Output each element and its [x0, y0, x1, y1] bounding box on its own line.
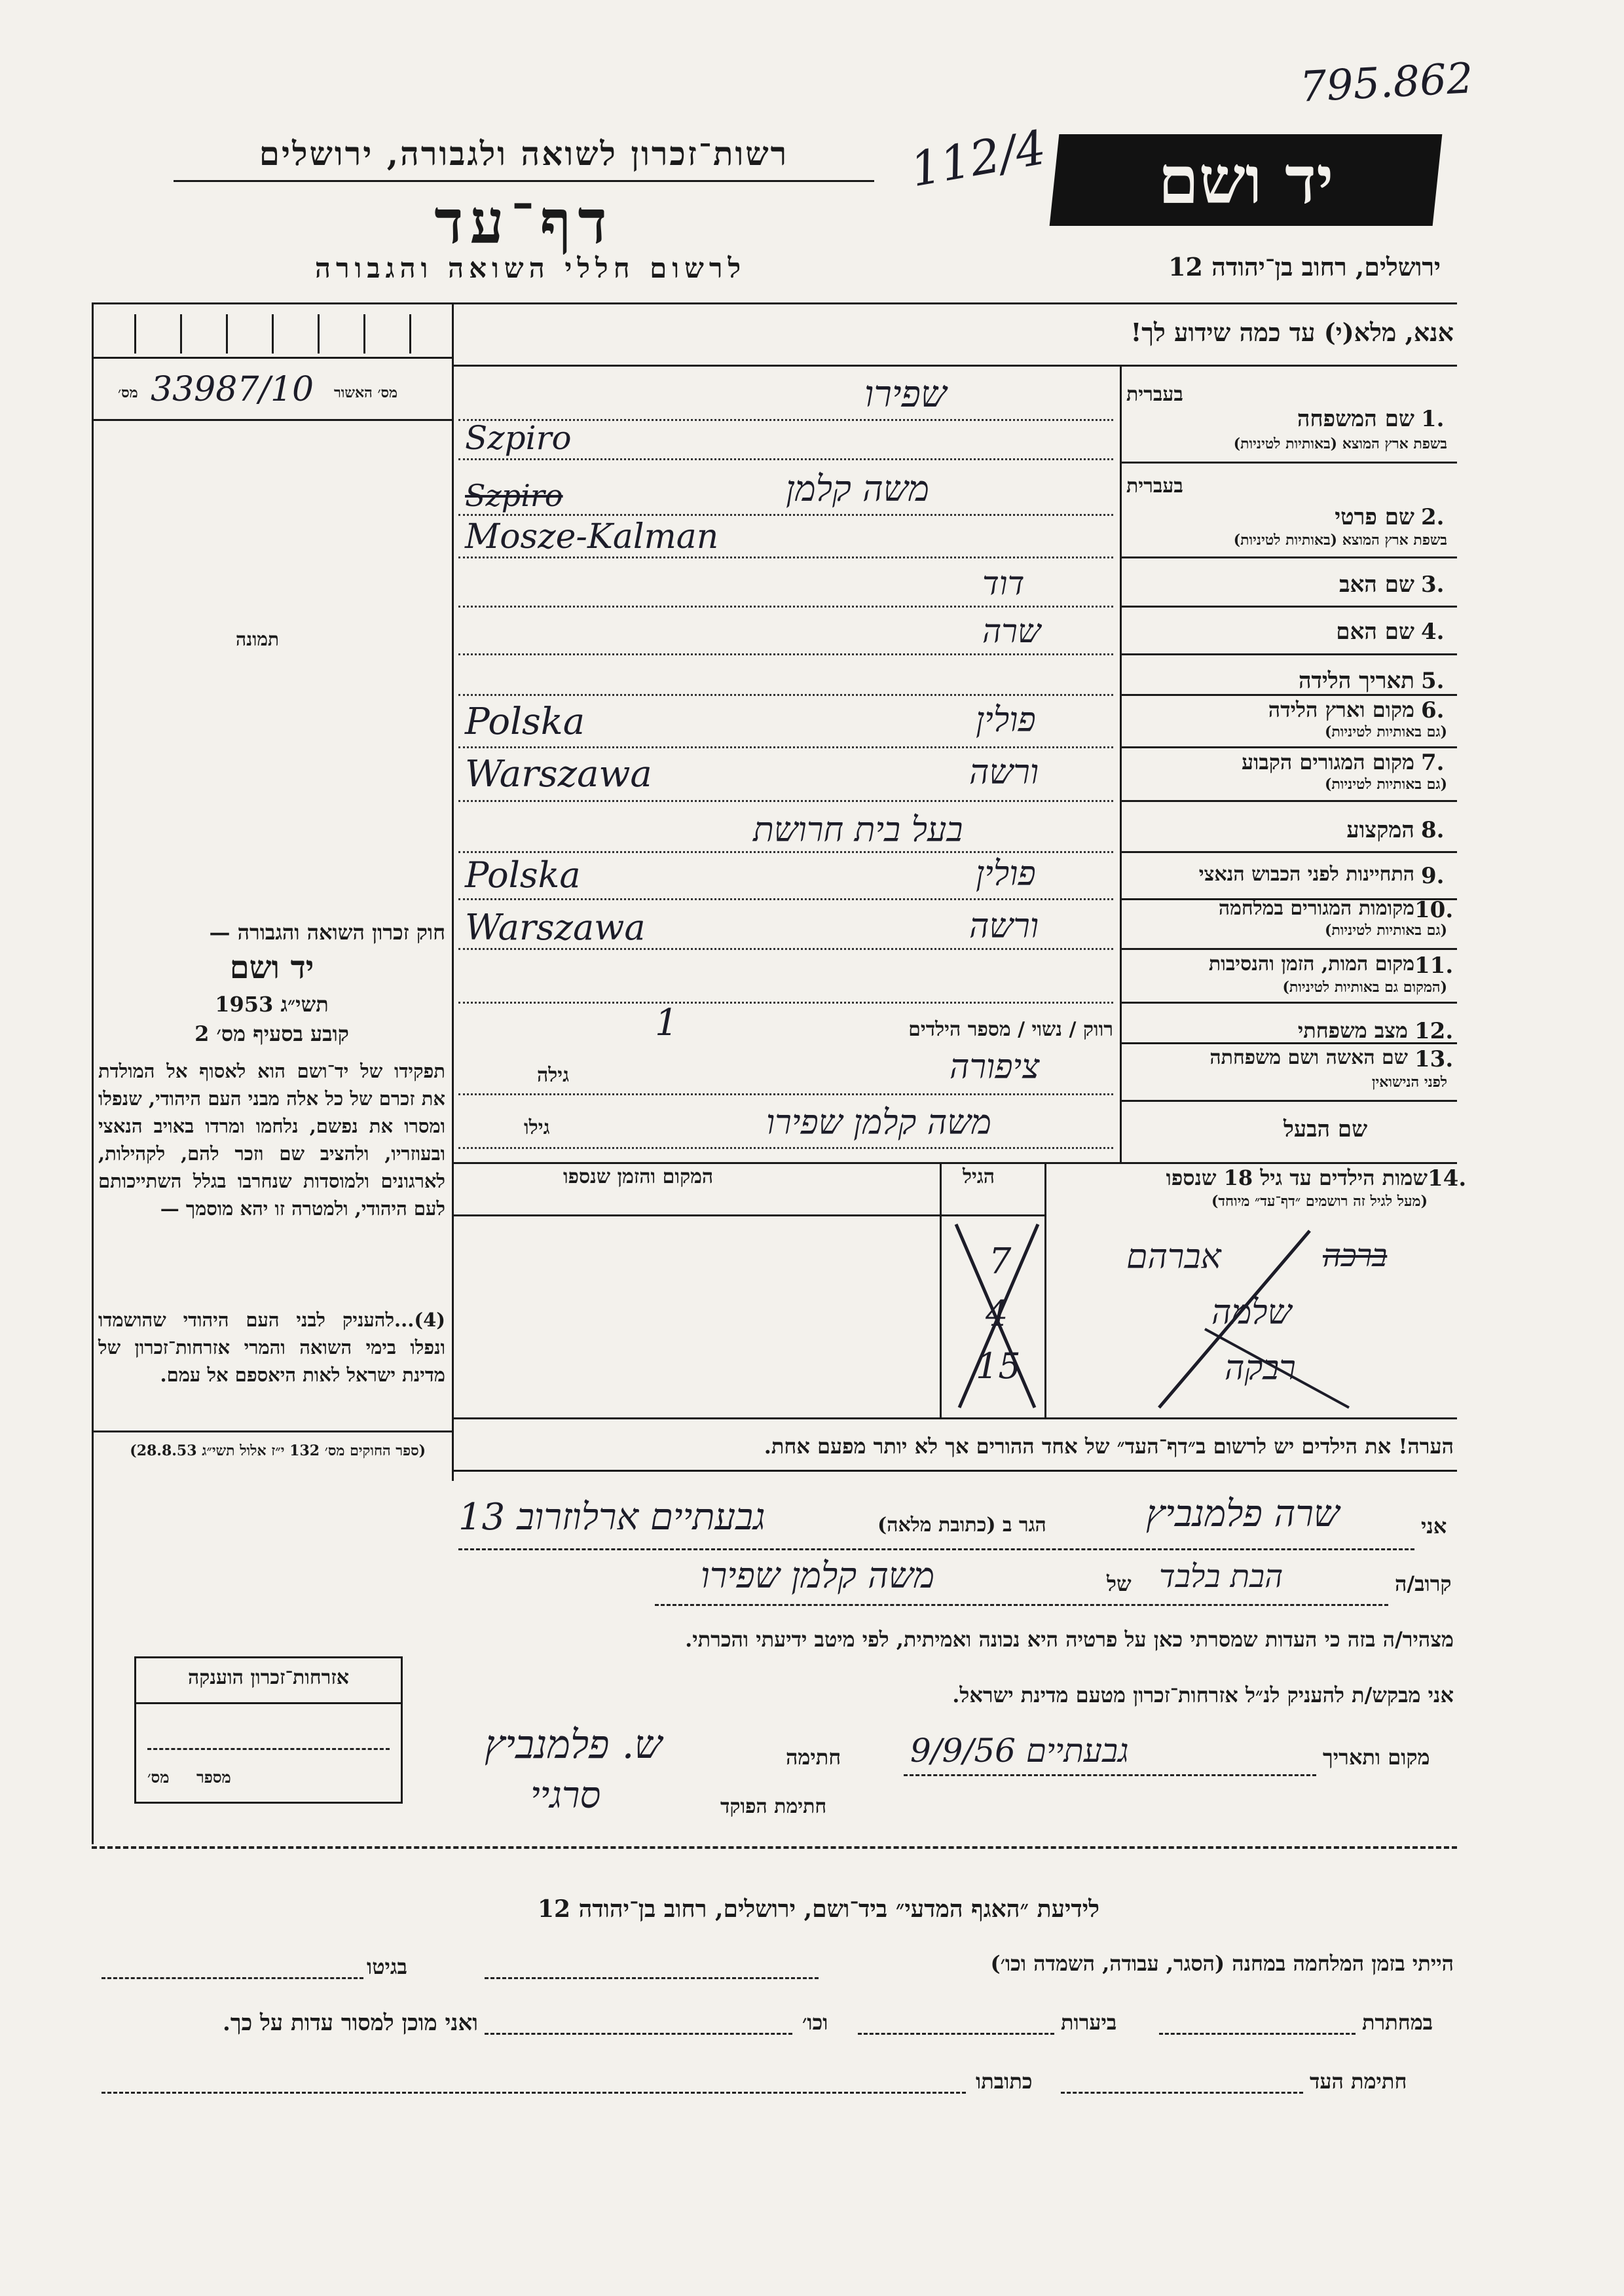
field-11-sub: (המקום גם באותיות לטיניות) — [1282, 979, 1447, 996]
field-6-num: 6. — [1421, 697, 1445, 723]
field-2-value-he[interactable]: משה קלמן — [786, 468, 929, 509]
field-1-lang: בעברית — [1126, 383, 1183, 406]
law-org: יד ושם — [229, 949, 314, 986]
field-6-value-lat[interactable]: Polska — [465, 701, 585, 743]
field-9-num: 9. — [1421, 863, 1445, 889]
field-7-value-he[interactable]: ורשה — [969, 753, 1039, 792]
of-name[interactable]: משה קלמן שפירו — [701, 1555, 935, 1596]
cross-names-a — [1159, 1231, 1310, 1408]
field-12-num: 12. — [1414, 1018, 1454, 1044]
husband-age-label: גילו — [524, 1116, 550, 1139]
field-10-value-lat[interactable]: Warszawa — [465, 907, 646, 948]
field-9-label: התחיינות לפני הכבוש הנאצי — [1198, 863, 1414, 886]
children-crossout — [943, 1218, 1460, 1414]
child-name-struck: ברכה — [1323, 1237, 1388, 1274]
field-10-label: מקומות המגורים במלחמה — [1218, 897, 1414, 920]
header-address: ירושלים, רחוב בן־יהודה 12 — [1168, 252, 1441, 282]
child-name-1[interactable]: אברהם — [1126, 1237, 1221, 1277]
field-9-value-he[interactable]: פולין — [976, 854, 1036, 894]
field-3-value[interactable]: דוד — [982, 564, 1025, 602]
signature-label: חתימה — [786, 1745, 841, 1770]
frame-left — [92, 302, 94, 1844]
bottom-heading: לידיעת ״האגף המדעי״ ביד־ושם, ירושלים, רחוב בן־יהודה 12 — [538, 1895, 1099, 1923]
field-10-sub: (גם באותיות לטיניות) — [1324, 922, 1447, 939]
citizenship-title: אזרחות־זכרון הוענקה — [187, 1666, 350, 1689]
col-age-header: הגיל — [963, 1165, 995, 1188]
plea-text: אנא, מלא(י) עד כמה שידוע לך! — [1130, 318, 1454, 347]
officer-signature: סרגיי — [530, 1774, 601, 1817]
spouse-age-label: גילה — [537, 1064, 570, 1087]
officer-label: חתימת הפוקד — [720, 1795, 827, 1818]
children-num: 14. — [1428, 1165, 1467, 1192]
bottom-witness-sig: חתימת העד — [1310, 2069, 1407, 2094]
children-title: שמות הילדים עד גיל 18 שנספו — [1166, 1165, 1428, 1190]
field-1-value-he[interactable]: שפירו — [864, 373, 947, 416]
field-1-value-lat[interactable]: Szpiro — [465, 419, 572, 457]
husband-value[interactable]: משה קלמן שפירו — [766, 1103, 991, 1142]
relation-value[interactable]: הבת בלבד — [1159, 1558, 1283, 1595]
archive-number: 795.862 — [1299, 54, 1475, 112]
law-column-divider — [452, 302, 454, 1481]
field-7-label: מקום המגורים הקבוע — [1242, 750, 1414, 774]
field-5-label: תאריך הלידה — [1298, 668, 1414, 694]
field-1-num: 1. — [1421, 406, 1445, 432]
photo-label: תמונה — [236, 629, 280, 650]
field-2-struck: Szpiro — [465, 478, 563, 513]
law-body-2: (4)...להעניק לבני העם היהודי שהושמדו ונפלו בימי השואה והמרי אזרחות־זכרון של מדינת ישראל לאות היאספם אל עמם. — [98, 1309, 445, 1386]
marital-children[interactable]: 1 — [655, 1002, 678, 1044]
field-3-num: 3. — [1421, 572, 1445, 598]
field-13-label: שם האשה ושם משפחתה — [1209, 1046, 1408, 1069]
law-heading: חוק זכרון השואה והגבורה — — [209, 920, 445, 945]
approval-number — [98, 370, 445, 416]
field-2-sub: בשפת ארץ המוצא (באותיות לטיניות) — [1233, 532, 1447, 549]
field-10-value-he[interactable]: ורשה — [969, 907, 1039, 946]
bottom-line1: הייתי בזמן המלחמה במחנה (הסגר, עבודה, השמדה וכו׳) — [990, 1951, 1454, 1976]
field-10-num: 10. — [1414, 897, 1454, 923]
relation-label: קרוב/ה — [1395, 1571, 1452, 1596]
marital-options: רווק / נשוי / מספר הילדים — [908, 1018, 1113, 1041]
field-4-value[interactable]: שרה — [982, 612, 1041, 650]
approval-label: מס׳ האשור — [334, 384, 398, 401]
form-subtitle: לרשום חללי השואה והגבורה — [314, 252, 747, 284]
field-2-lang: בעברית — [1126, 475, 1183, 498]
field-13-value[interactable]: ציפורה — [950, 1048, 1040, 1087]
husband-label: שם הבעל — [1283, 1116, 1368, 1142]
field-2-label: שם פרטי — [1335, 504, 1414, 530]
child-name-3[interactable]: רבקה — [1225, 1349, 1296, 1388]
declarant-lives-label: הגר ב (כתובת מלאה) — [877, 1514, 1046, 1537]
field-7-num: 7. — [1421, 750, 1445, 776]
declarant-name[interactable]: שרה פלמנביץ — [1146, 1493, 1340, 1535]
request-text: אני מבקש/ת להעניק לנ״ל אזרחות־זכרון מטעם מדינת ישראל. — [952, 1683, 1454, 1707]
law-body: תפקידו של יד־ושם הוא לאסוף אל המולדת את זכרם של כל אלה מבני העם היהודי, שנפלו ומסרו את נפשם, נלחמו ומרדו באויב הנאצי ובעוזריו, ולהציב שם וזכר להם, לקהילות, לארגונים ולמוסדות שנחרבו בגלל השתייכותם לעם היהודי, ולמטרה זו יהא מוסמך — — [98, 1060, 445, 1220]
field-4-num: 4. — [1421, 619, 1445, 645]
bottom-ready: ואני מוכן למסור עדות על כך. — [223, 2010, 478, 2036]
field-12-label: מצב משפחתי — [1297, 1018, 1408, 1043]
law-clause: קובע בסעיף מס׳ 2 — [194, 1021, 349, 1046]
declaration-text: מצהיר/ה בזה כי העדות שמסרתי כאן על פרטיה היא נכונה ואמיתית, לפי מיטב ידיעתי והכרתי. — [685, 1627, 1454, 1652]
field-8-value[interactable]: בעל בית חרושת — [753, 811, 963, 850]
field-9-value-lat[interactable]: Polska — [465, 854, 581, 896]
field-3-label: שם האב — [1339, 572, 1414, 598]
citizenship-num-label: מספר — [196, 1768, 231, 1787]
col-place-header: המקום והזמן שנספו — [563, 1165, 714, 1188]
field-1-sub: בשפת ארץ המוצא (באותיות לטיניות) — [1233, 435, 1447, 452]
of-label: של — [1107, 1571, 1132, 1596]
child-age-3[interactable]: 15 — [976, 1345, 1021, 1387]
authority-line: רשות־זכרון לשואה ולגבורה, ירושלים — [259, 134, 789, 173]
field-1-label: שם המשפחה — [1297, 406, 1414, 432]
frame-top — [92, 302, 1457, 304]
cross-ages-b — [959, 1224, 1038, 1408]
cross-names-b — [1205, 1329, 1349, 1408]
field-7-sub: (גם באותיות לטיניות) — [1324, 776, 1447, 793]
approval-value: 33987/10 — [151, 370, 314, 409]
approval-suffix: מס׳ — [118, 384, 138, 401]
signature-value[interactable]: ש. פלמנביץ — [485, 1722, 663, 1768]
place-date-value[interactable]: גבעתיים 9/9/56 — [910, 1732, 1129, 1770]
cut-line — [92, 1846, 1457, 1849]
field-6-value-he[interactable]: פולין — [976, 701, 1036, 740]
margin-mark: 112/4 — [906, 119, 1050, 198]
field-11-num: 11. — [1414, 953, 1454, 979]
authority-underline — [174, 180, 874, 182]
law-source: (ספר החוקים מס׳ 132 י״ז אלול תשי״ג 28.8.53) — [130, 1442, 426, 1459]
field-2-value-lat[interactable]: Mosze-Kalman — [465, 517, 719, 556]
declarant-address[interactable]: גבעתיים ארלוזרוב 13 — [458, 1496, 766, 1539]
field-13-num: 13. — [1414, 1046, 1454, 1072]
bottom-underground: במחתרת — [1362, 2010, 1433, 2035]
form-title: דף־עד — [434, 187, 614, 257]
field-5-num: 5. — [1421, 668, 1445, 694]
law-year: תשי״ג 1953 — [215, 992, 329, 1017]
field-11-label: מקום המות, הזמן והנסיבות — [1208, 953, 1414, 975]
field-13-sub: לפני הנישואין — [1371, 1074, 1447, 1091]
children-sub: (מעל לגיל זה רושמים ״דף־עד״ מיוחד) — [1211, 1193, 1428, 1210]
bottom-forests: ביערות — [1061, 2010, 1117, 2035]
field-7-value-lat[interactable]: Warszawa — [465, 753, 652, 795]
field-2-num: 2. — [1421, 504, 1445, 530]
tick-row — [95, 314, 449, 354]
child-age-1[interactable]: 7 — [989, 1241, 1012, 1282]
bottom-address: כתובתו — [976, 2069, 1033, 2094]
field-6-sub: (גם באותיות לטיניות) — [1324, 723, 1447, 740]
cross-ages-a — [956, 1224, 1035, 1408]
yad-vashem-logo — [1050, 134, 1443, 226]
field-6-label: מקום וארץ הלידה — [1268, 697, 1414, 722]
bottom-etc: וכו׳ — [802, 2010, 828, 2035]
field-8-num: 8. — [1421, 817, 1445, 843]
child-name-2[interactable]: שלמה — [1211, 1293, 1292, 1332]
field-8-label: המקצוע — [1346, 817, 1414, 843]
field-4-label: שם האם — [1336, 619, 1414, 645]
place-date-label: מקום ותאריך — [1323, 1745, 1430, 1770]
citizenship-num-suffix: מס׳ — [147, 1768, 170, 1787]
child-age-2[interactable]: 4 — [986, 1293, 1008, 1334]
logo-text: יד ושם — [1158, 141, 1334, 219]
declarant-i-label: אני — [1421, 1514, 1447, 1539]
bottom-ghetto: בגיטו — [367, 1954, 407, 1979]
note-text: הערה! את הילדים יש לרשום ב״דף־העד״ של אחד ההורים אך לא יותר מפעם אחת. — [764, 1434, 1454, 1459]
